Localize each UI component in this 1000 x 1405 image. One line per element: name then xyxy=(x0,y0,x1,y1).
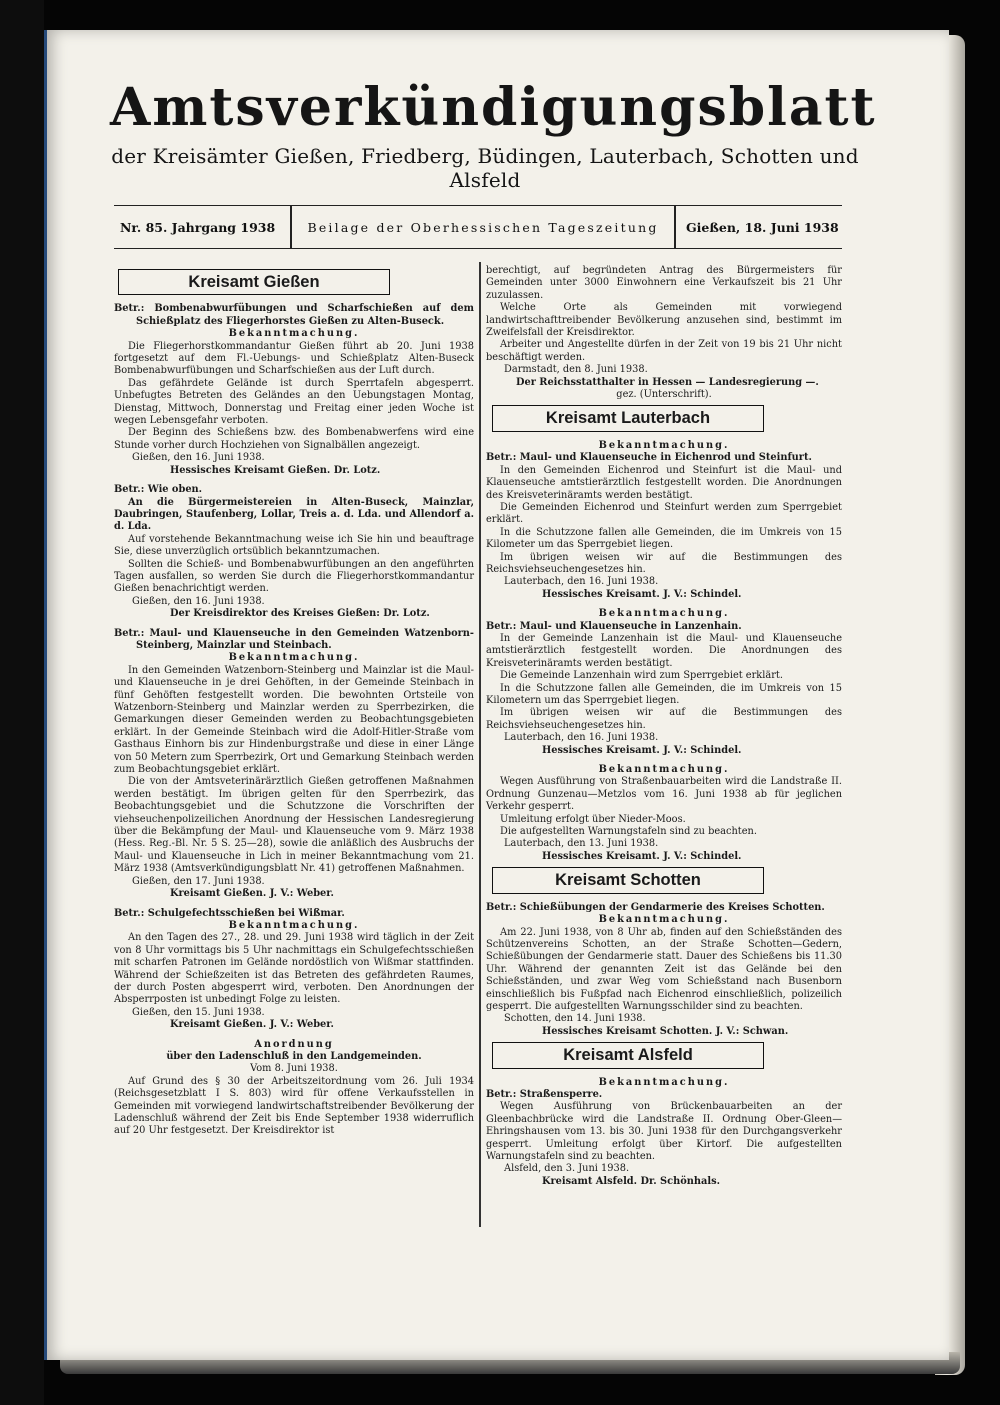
notice-heading: Bekanntmachung. xyxy=(598,439,730,451)
notice-place-date: Darmstadt, den 8. Juni 1938. xyxy=(504,364,648,376)
notice-paragraph: In den Gemeinden Eichenrod und Steinfurt ist die Maul- und Klauenseuche amtstierärztlich festgestellt worden. Die Anordnungen des Kreisveterinäramts werden bestätigt. xyxy=(486,464,842,501)
notice-paragraph: Das gefährdete Gelände ist durch Sperrtafeln abgesperrt. Unbefugtes Betreten des Geländes an den Uebungstagen Montag, Dienstag, Mittwoch, Donnerstag und Freitag einer jeden Woche ist wegen Lebensgefahr verboten. xyxy=(114,377,474,427)
notice-signature: Kreisamt Alsfeld. Dr. Schönhals. xyxy=(542,1175,720,1187)
notice-subject: Betr.: Maul- und Klauenseuche in Lanzenhain. xyxy=(486,620,742,632)
notice-paragraph: Am 22. Juni 1938, von 8 Uhr ab, finden auf den Schießständen des Schützenvereins Schotten, an der Straße Schotten—Gedern, Schießübungen der Gendarmerie statt. Dauer des Schießens bis 11.30 Uhr. Während der genannten Zeit ist das Gelände bei den Schießständen, und zwar Weg vom Schießstand nach Busenborn einschließlich bis Fußpfad nach Eichenrod einschließlich, polizeilich gesperrt. Die aufgestellten Warnungsschilder sind zu beachten. xyxy=(486,926,842,1012)
right-column xyxy=(486,265,842,1188)
notice-place-date: Gießen, den 17. Juni 1938. xyxy=(132,875,265,887)
notice-paragraph: Die aufgestellten Warnungstafeln sind zu beachten. xyxy=(500,826,757,838)
issue-info-bar xyxy=(114,205,842,249)
issue-number: Nr. 85. Jahrgang 1938 xyxy=(120,219,276,235)
notice-heading: Bekanntmachung. xyxy=(598,608,730,620)
notice-paragraph: Sollten die Schieß- und Bombenabwurfübungen an den angeführten Tagen ausfallen, so werden Sie durch die Fliegerhorstkommandantur Gießen benachrichtigt werden. xyxy=(114,558,474,595)
notice-heading: Bekanntmachung. xyxy=(598,764,730,776)
notice-place-date: Lauterbach, den 16. Juni 1938. xyxy=(504,732,659,744)
notice-signature: Hessisches Kreisamt Schotten. J. V.: Schwan. xyxy=(542,1025,789,1037)
notice-paragraph: Die Gemeinden Eichenrod und Steinfurt werden zum Sperrgebiet erklärt. xyxy=(486,501,842,526)
notice-place-date: Gießen, den 16. Juni 1938. xyxy=(132,595,265,607)
notice-heading: Bekanntmachung. xyxy=(228,652,360,664)
notice-place-date: Gießen, den 15. Juni 1938. xyxy=(132,1006,265,1018)
notice-paragraph: In der Gemeinde Lanzenhain ist die Maul- und Klauenseuche amtstierärztlich festgestellt worden. Die Anordnungen des Kreisveterinäramts werden bestätigt. xyxy=(486,632,842,669)
notice-paragraph: In die Schutzzone fallen alle Gemeinden, die im Umkreis von 15 Kilometer um das Sperrgebiet liegen. xyxy=(486,526,842,551)
notice-subject: Betr.: Straßensperre. xyxy=(486,1088,603,1100)
divider xyxy=(674,206,676,248)
notice-place-date: Schotten, den 14. Juni 1938. xyxy=(504,1013,646,1025)
masthead-title: Amtsverkündigungsblatt xyxy=(110,77,877,138)
notice-subject: Betr.: Maul- und Klauenseuche in Eichenrod und Steinfurt. xyxy=(486,452,812,464)
notice-paragraph: Die von der Amtsveterinärärztlich Gießen getroffenen Maßnahmen werden bestätigt. Im übrigen gelten für den Sperrbezirk, das Beobachtungsgebiet und die Schutzzone die Vorschriften der viehseuchenpolizeilichen Anordnung der Hessischen Landesregierung über die Bekämpfung der Maul- und Klauenseuche vom 9. März 1938 (Hess. Reg.-Bl. Nr. 5 S. 25—28), sowie die anläßlich des Ausbruchs der Maul- und Klauenseuche in Lich in meiner Bekanntmachung vom 21. März 1938 (Amtsverkündigungsblatt Nr. 41) getroffenen Maßnahmen. xyxy=(114,776,474,875)
notice-paragraph: In den Gemeinden Watzenborn-Steinberg und Mainzlar ist die Maul- und Klauenseuche in je drei Gehöften, in der Gemeinde Steinbach in fünf Gehöften festgestellt worden. Die bewohnten Ortsteile von Watzenborn-Steinberg und Mainzlar werden zu Sperrbezirken, die Gemarkungen dieser Gemeinden werden zu Beobachtungsgebieten erklärt. In der Gemeinde Steinbach wird die Adolf-Hitler-Straße vom Gasthaus Einhorn bis zur Hindenburgstraße und diese in einer Länge von 50 Metern zum Sperrbezirk, Ort und Gemarkung Steinbach werden zum Beobachtungsgebiet erklärt. xyxy=(114,664,474,776)
notice-paragraph: Der Beginn des Schießens bzw. des Bombenabwerfens wird eine Stunde vorher durch Hochziehen von Signalbällen angezeigt. xyxy=(114,427,474,451)
masthead-subtitle: der Kreisämter Gießen, Friedberg, Büdingen, Lauterbach, Schotten und Alsfeld xyxy=(111,144,859,192)
notice-addressees: An die Bürgermeistereien in Alten-Buseck, Mainzlar, Daubringen, Staufenberg, Lollar, Treis a. d. Lda. und Allendorf a. d. Lda. xyxy=(114,496,474,533)
ordinance-date: Vom 8. Juni 1938. xyxy=(250,1063,338,1075)
notice-signature: Kreisamt Gießen. J. V.: Weber. xyxy=(170,888,334,900)
notice-place-date: Gießen, den 16. Juni 1938. xyxy=(132,452,265,464)
notice-paragraph: Auf Grund des § 30 der Arbeitszeitordnung vom 26. Juli 1934 (Reichsgesetzblatt I S. 803) wird für offene Verkaufsstellen in Gemeinden mit vorwiegend landwirtschaftstreibender Bevölkerung der Ladenschluß während der Zeit bis Ende September 1938 widerruflich auf 20 Uhr festgesetzt. Der Kreisdirektor ist xyxy=(114,1075,474,1137)
notice-place-date: Alsfeld, den 3. Juni 1938. xyxy=(504,1163,630,1175)
column-divider xyxy=(479,262,481,1227)
notice-paragraph: Wegen Ausführung von Brückenbauarbeiten an der Gleenbachbrücke wird die Landstraße II. Ordnung Ober-Gleen—Ehringshausen vom 13. bis 30. Juni 1938 für den Durchgangsverkehr gesperrt. Umleitung erfolgt über Kirtorf. Die aufgestellten Warnungstafeln sind zu beachten. xyxy=(486,1101,842,1162)
notice-subject: Betr.: Schulgefechtsschießen bei Wißmar. xyxy=(114,907,345,919)
notice-paragraph: Im übrigen weisen wir auf die Bestimmungen des Reichsviehseuchengesetzes hin. xyxy=(486,551,842,575)
left-column xyxy=(114,265,474,1138)
notice-signature-note: gez. (Unterschrift). xyxy=(616,389,712,401)
notice-paragraph: Umleitung erfolgt über Nieder-Moos. xyxy=(500,813,686,825)
notice-paragraph: An den Tagen des 27., 28. und 29. Juni 1938 wird täglich in der Zeit von 8 Uhr vormittags bis 5 Uhr nachmittags ein Schulgefechtsschießen mit scharfen Patronen im Gelände nordöstlich von Wißmar stattfinden. Während der Schießzeiten ist das Betreten des gefährdeten Raumes, der durch Posten abgesperrt wird, verboten. Den Anordnungen der Absperrposten ist unbedingt Folge zu leisten. xyxy=(114,932,474,1006)
notice-signature: Hessisches Kreisamt. J. V.: Schindel. xyxy=(542,744,742,756)
section-header-giessen: Kreisamt Gießen xyxy=(118,269,390,295)
notice-paragraph: Welche Orte als Gemeinden mit vorwiegend landwirtschafttreibender Bevölkerung anzusehen sind, bestimmt im Zweifelsfall der Kreisdirektor. xyxy=(486,302,842,339)
ordinance-subtitle: über den Ladenschluß in den Landgemeinden. xyxy=(166,1050,422,1062)
notice-heading: Bekanntmachung. xyxy=(598,914,730,926)
notice-subject: Betr.: Bombenabwurfübungen und Scharfschießen auf dem Schießplatz des Fliegerhorstes Gießen zu Alten-Buseck. xyxy=(114,303,474,327)
notice-heading: Bekanntmachung. xyxy=(228,919,360,931)
masthead xyxy=(110,76,877,192)
section-header-lauterbach: Kreisamt Lauterbach xyxy=(492,405,764,431)
notice-place-date: Lauterbach, den 16. Juni 1938. xyxy=(504,576,659,588)
notice-paragraph: Wegen Ausführung von Straßenbauarbeiten wird die Landstraße II. Ordnung Gunzenau—Metzlos vom 16. Juni 1938 ab für jeglichen Verkehr gesperrt. xyxy=(486,776,842,813)
notice-signature: Kreisamt Gießen. J. V.: Weber. xyxy=(170,1019,334,1031)
divider xyxy=(290,206,292,248)
notice-paragraph: berechtigt, auf begründeten Antrag des Bürgermeisters für Gemeinden unter 3000 Einwohnern eine Verkaufszeit bis 21 Uhr zuzulassen. xyxy=(486,265,842,301)
book-binding xyxy=(0,0,44,1405)
notice-signature: Hessisches Kreisamt. J. V.: Schindel. xyxy=(542,588,742,600)
notice-heading: Bekanntmachung. xyxy=(598,1076,730,1088)
notice-subject: Betr.: Maul- und Klauenseuche in den Gemeinden Watzenborn-Steinberg, Mainzlar und Steinbach. xyxy=(114,627,474,651)
ordinance-heading: Anordnung xyxy=(254,1038,334,1050)
supplement-note: Beilage der Oberhessischen Tageszeitung xyxy=(307,219,659,235)
notice-signature: Hessisches Kreisamt. J. V.: Schindel. xyxy=(542,850,742,862)
notice-place-date: Lauterbach, den 13. Juni 1938. xyxy=(504,838,659,850)
notice-paragraph: Die Fliegerhorstkommandantur Gießen führt ab 20. Juni 1938 fortgesetzt auf dem Fl.-Uebungs- und Schießplatz Alten-Buseck Bombenabwurfübungen und Scharfschießen aus der Luft durch. xyxy=(114,340,474,377)
issue-place-date: Gießen, 18. Juni 1938 xyxy=(686,219,839,235)
notice-signature: Der Kreisdirektor des Kreises Gießen: Dr. Lotz. xyxy=(170,608,430,620)
notice-paragraph: In die Schutzzone fallen alle Gemeinden, die im Umkreis von 15 Kilometern um das Sperrgebiet liegen. xyxy=(486,682,842,706)
notice-signature: Hessisches Kreisamt Gießen. Dr. Lotz. xyxy=(170,464,381,476)
section-header-alsfeld: Kreisamt Alsfeld xyxy=(492,1042,764,1068)
notice-paragraph: Arbeiter und Angestellte dürfen in der Zeit von 19 bis 21 Uhr nicht beschäftigt werden. xyxy=(486,339,842,363)
notice-paragraph: Die Gemeinde Lanzenhain wird zum Sperrgebiet erklärt. xyxy=(500,670,783,682)
notice-paragraph: Auf vorstehende Bekanntmachung weise ich Sie hin und beauftrage Sie, diese unverzüglich ortsüblich bekanntzumachen. xyxy=(114,533,474,558)
notice-signature: Der Reichsstatthalter in Hessen — Landesregierung —. xyxy=(516,376,819,388)
section-header-schotten: Kreisamt Schotten xyxy=(492,867,764,893)
notice-subject: Betr.: Schießübungen der Gendarmerie des Kreises Schotten. xyxy=(486,901,825,913)
notice-subject: Betr.: Wie oben. xyxy=(114,484,203,496)
notice-paragraph: Im übrigen weisen wir auf die Bestimmungen des Reichsviehseuchengesetzes hin. xyxy=(486,707,842,731)
notice-heading: Bekanntmachung. xyxy=(228,328,360,340)
